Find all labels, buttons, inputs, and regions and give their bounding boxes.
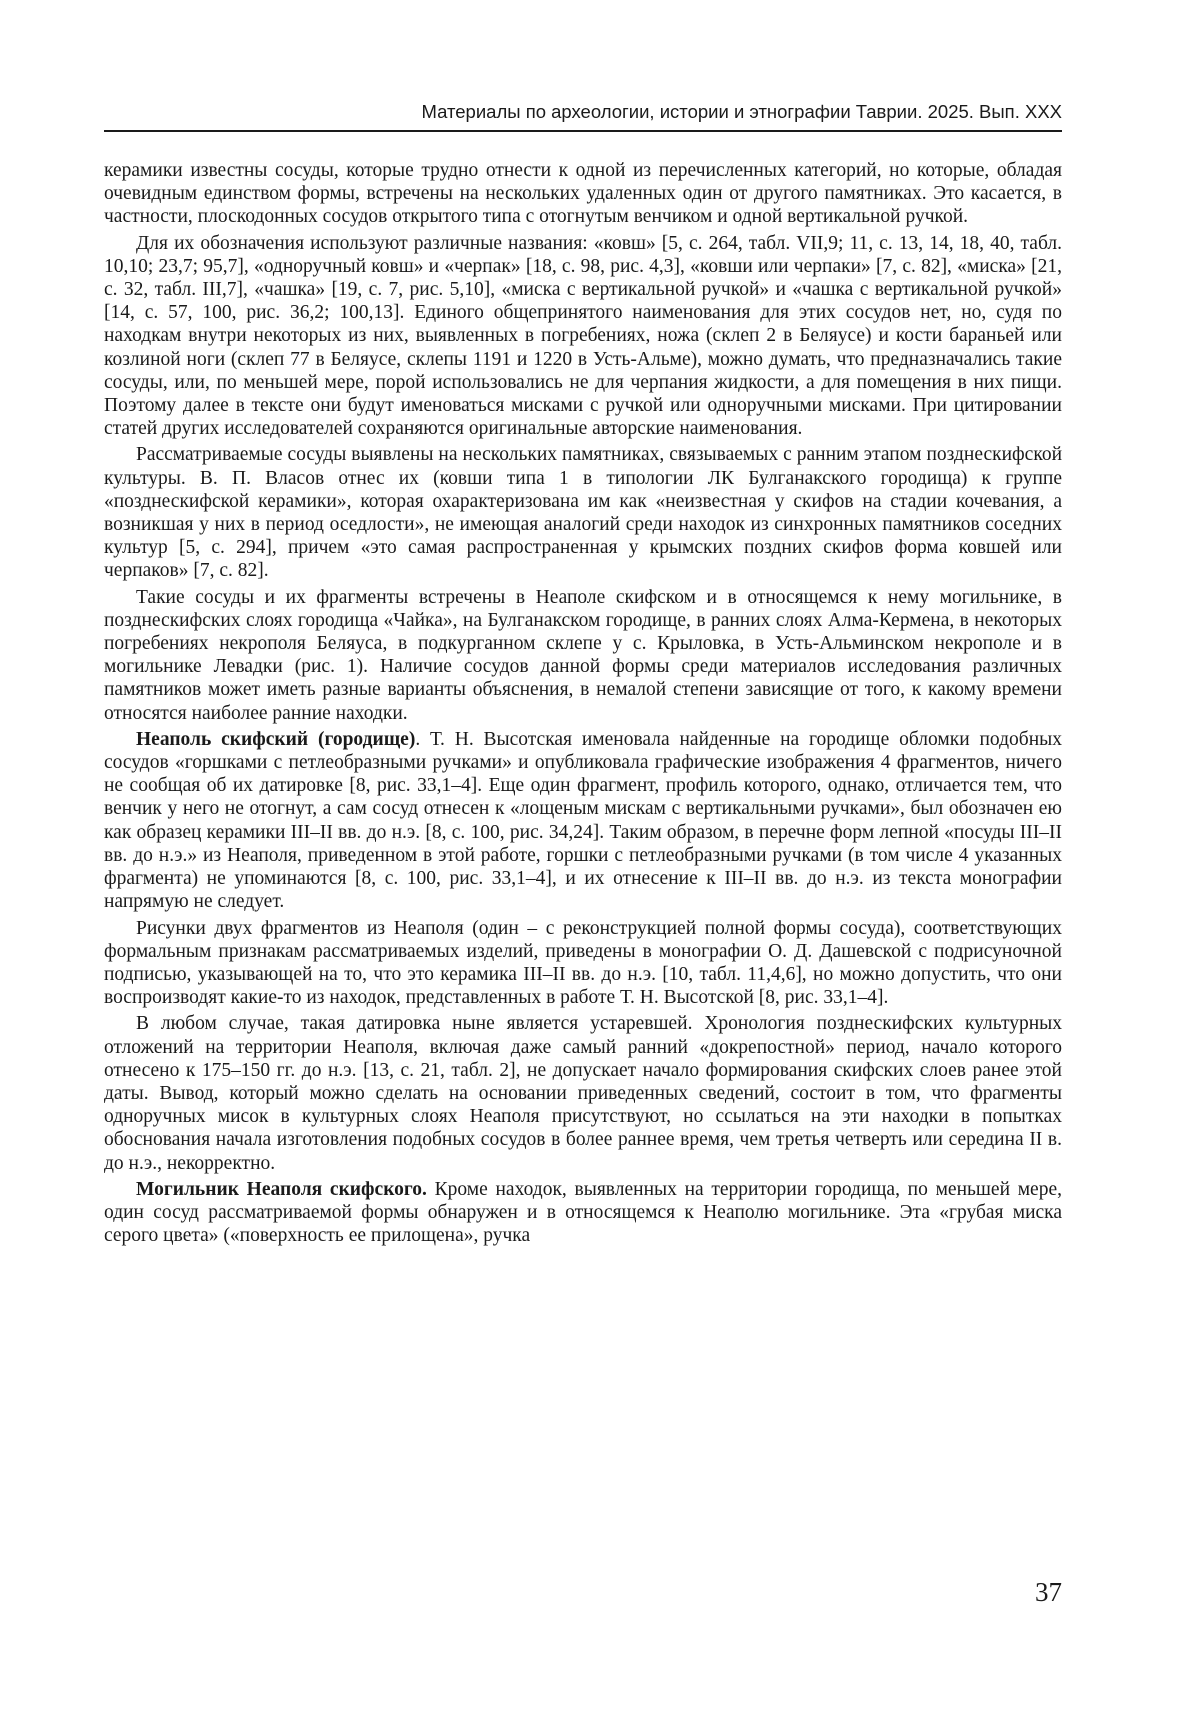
paragraph-text: Рассматриваемые сосуды выявлены на нескольких памятниках, связываемых с ранним этапом позднескифской культуры. В. П. Власов отнес их (ковши типа 1 в типологии ЛК Булганакского городища) к группе «позднескифской керамики», которая охарактеризована им как «неизвестная у скифов на стадии кочевания, а возникшая у них в период оседлости», не имеющая аналогий среди находок из синхронных памятников соседних культур [5, с. 294], причем «это самая распространенная у крымских поздних скифов форма ковшей или черпаков» [7, с. 82]. bbox=[104, 444, 1062, 582]
paragraph-text: В любом случае, такая датировка ныне является устаревшей. Хронология позднескифских культурных отложений на территории Неаполя, включая даже самый ранний «докрепостной» период, начало которого отнесено к 175–150 гг. до н.э. [13, с. 21, табл. 2], не допускает начало формирования скифских слоев ранее этой даты. Вывод, который можно сделать на основании приведенных сведений, состоит в том, что фрагменты одноручных мисок в культурных слоях Неаполя присутствуют, но ссылаться на эти находки в попытках обоснования начала изготовления подобных сосудов в более раннее время, чем третья четверть или середина II в. до н.э., некорректно. bbox=[104, 1013, 1062, 1174]
paragraph-text: Кроме находок, выявленных на территории городища, по меньшей мере, один сосуд рассматриваемой формы обнаружен и в относящемся к Неаполю могильнике. Эта «грубая миска серого цвета» («поверхность ее прилощена», ручка bbox=[104, 1178, 1062, 1247]
running-header: Материалы по археологии, истории и этнографии Таврии. 2025. Вып. XXX bbox=[421, 101, 1062, 122]
paragraph-4 bbox=[104, 586, 1062, 725]
paragraph-8 bbox=[104, 1178, 1062, 1248]
paragraph-5 bbox=[104, 728, 1062, 914]
paragraph-2 bbox=[104, 232, 1062, 441]
section-heading-neapol-city: Неаполь скифский (городище) bbox=[136, 728, 416, 750]
paragraph-6 bbox=[104, 917, 1062, 1010]
article-body bbox=[104, 159, 1062, 1247]
paragraph-text: Рисунки двух фрагментов из Неаполя (один – с реконструкцией полной формы сосуда), соответствующих формальным признакам рассматриваемых изделий, приведены в монографии О. Д. Дашевской с подрисуночной подписью, указывающей на то, что это керамика III–II вв. до н.э. [10, табл. 11,4,6], но можно допустить, что они воспроизводят какие-то из находок, представленных в работе Т. Н. Высотской [8, рис. 33,1–4]. bbox=[104, 917, 1062, 1009]
paragraph-1 bbox=[104, 159, 1062, 229]
paragraph-text: . Т. Н. Высотская именовала найденные на городище обломки подобных сосудов «горшками с петлеобразными ручками» и опубликовала графические изображения 4 фрагментов, ничего не сообщая об их датировке [8, рис. 33,1–4]. Еще один фрагмент, профиль которого, однако, отличается тем, что венчик у него не отогнут, а сам сосуд отнесен к «лощеным мискам с вертикальными ручками», был обозначен ею как образец керамики III–II вв. до н.э. [8, с. 100, рис. 34,24]. Таким образом, в перечне форм лепной «посуды III–II вв. до н.э.» из Неаполя, приведенном в этой работе, горшки с петлеобразными ручками (в том числе 4 указанных фрагмента) не упоминаются [8, с. 100, рис. 33,1–4], и их отнесение к III–II вв. до н.э. из текста монографии напрямую не следует. bbox=[104, 728, 1062, 913]
header-rule bbox=[104, 130, 1062, 132]
paragraph-text: Такие сосуды и их фрагменты встречены в Неаполе скифском и в относящемся к нему могильнике, в позднескифских слоях городища «Чайка», на Булганакском городище, в ранних слоях Алма-Кермена, в некоторых погребениях некрополя Беляуса, в подкурганном склепе у с. Крыловка, в Усть-Альминском некрополе и в могильнике Левадки (рис. 1). Наличие сосудов данной формы среди материалов исследования различных памятников может иметь разные варианты объяснения, в немалой степени зависящие от того, к какому времени относятся наиболее ранние находки. bbox=[104, 586, 1062, 724]
paragraph-text: керамики известны сосуды, которые трудно отнести к одной из перечисленных категорий, но которые, обладая очевидным единством формы, встречены на нескольких удаленных один от другого памятниках. Это касается, в частности, плоскодонных сосудов открытого типа с отогнутым венчиком и одной вертикальной ручкой. bbox=[104, 160, 1062, 228]
section-heading-neapol-cemetery: Могильник Неаполя скифского. bbox=[136, 1178, 427, 1200]
paragraph-7 bbox=[104, 1012, 1062, 1174]
paragraph-text: Для их обозначения используют различные названия: «ковш» [5, с. 264, табл. VII,9; 11, с. 13, 14, 18, 40, табл. 10,10; 23,7; 95,7], «одноручный ковш» и «черпак» [18, с. 98, рис. 4,3], «ковши или черпаки» [7, с. 82], «миска» [21, с. 32, табл. III,7], «чашка» [19, с. 7, рис. 5,10], «миска с вертикальной ручкой» и «чашка с вертикальной ручкой» [14, с. 57, 100, рис. 36,2; 100,13]. Единого общепринятого наименования для этих сосудов нет, но, судя по находкам внутри некоторых из них, выявленных в погребениях, ножа (склеп 2 в Беляусе) и кости бараньей или козлиной ноги (склеп 77 в Беляусе, склепы 1191 и 1220 в Усть-Альме), можно думать, что предназначались такие сосуды, или, по меньшей мере, порой использовались не для черпания жидкости, а для помещения в них пищи. Поэтому далее в тексте они будут именоваться мисками с ручкой или одноручными мисками. При цитировании статей других исследователей сохраняются оригинальные авторские наименования. bbox=[104, 232, 1062, 440]
paragraph-3 bbox=[104, 443, 1062, 582]
page-number: 37 bbox=[1035, 1577, 1062, 1607]
